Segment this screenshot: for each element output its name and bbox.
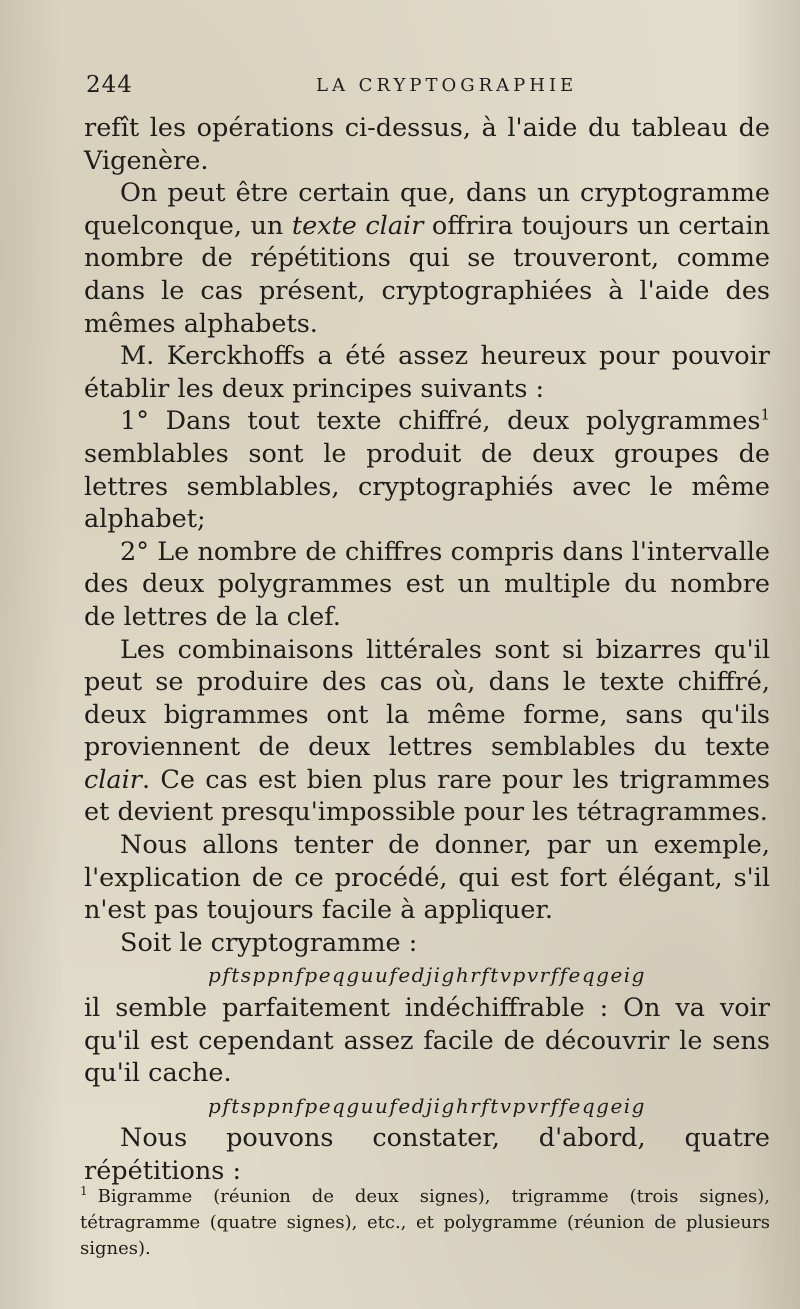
footnote [80, 1178, 770, 1262]
running-head: LA CRYPTOGRAPHIE [316, 75, 578, 96]
emphasis-texte-clair: texte clair [291, 210, 424, 241]
paragraph-6 [84, 634, 770, 830]
paragraph-8: Soit le cryptogramme : [120, 927, 418, 958]
paragraph-5: 2° Le nombre de chiffres compris dans l'intervalle des deux polygrammes est un multiple du nombre de lettres de la clef. [84, 536, 770, 632]
paragraph-9: il semble parfaitement indéchiffrable : On va voir qu'il est cependant assez facile de découvrir le sens qu'il cache. [84, 993, 770, 1089]
paragraph-2-start: On peut être certain que, dans un cryptogramme quelconque, un [84, 178, 770, 241]
cryptogram-marked: pftsppnfpeqguufedjighrftvpvrffeqgeig [208, 1093, 646, 1118]
paragraph-4 [84, 405, 770, 535]
footnote-reference: 1 [760, 405, 770, 424]
paragraph-1: refît les opérations ci-dessus, à l'aide du tableau de Vigenère. [84, 113, 770, 176]
cryptogram: pftsppnfpeqguufedjighrftvpvrffeqgeig [208, 963, 646, 988]
paragraph-2-end: offrira toujours un certain nombre de répétitions qui se trouveront, comme dans le cas présent, cryptographiées à l'aide des mêmes alphabets. [84, 210, 770, 339]
paragraph-4-end: semblables sont le produit de deux groupes de lettres semblables, cryptographiés avec le même alphabet; [84, 438, 770, 535]
page-number: 244 [86, 72, 133, 98]
main-text [84, 112, 770, 1188]
paragraph-3: M. Kerckhoffs a été assez heureux pour pouvoir établir les deux principes suivants : [84, 341, 770, 404]
footnote-text: Bigramme (réunion de deux signes), trigramme (trois signes), tétragramme (quatre signes), etc., et polygramme (réunion de plusieurs signes). [80, 1186, 770, 1259]
paragraph-6-end: . Ce cas est bien plus rare pour les trigrammes et devient presqu'impossible pour les tétragrammes. [84, 764, 770, 828]
paragraph-10: Nous pouvons constater, d'abord, quatre répétitions : [84, 1123, 770, 1186]
paragraph-7: Nous allons tenter de donner, par un exemple, l'explication de ce procédé, qui est fort élégant, s'il n'est pas toujours facile à appliquer. [84, 830, 770, 926]
emphasis-clair: clair [84, 764, 142, 795]
page-header [86, 72, 772, 102]
paragraph-6-start: Les combinaisons littérales sont si bizarres qu'il peut se produire des cas où, dans le texte chiffré, deux bigrammes ont la même forme, sans qu'ils proviennent de deux lettres semblables du texte [84, 634, 770, 763]
paragraph-4-start: 1° Dans tout texte chiffré, deux polygrammes [120, 406, 761, 437]
paragraph-2 [84, 177, 770, 340]
footnote-mark: 1 [80, 1184, 88, 1198]
